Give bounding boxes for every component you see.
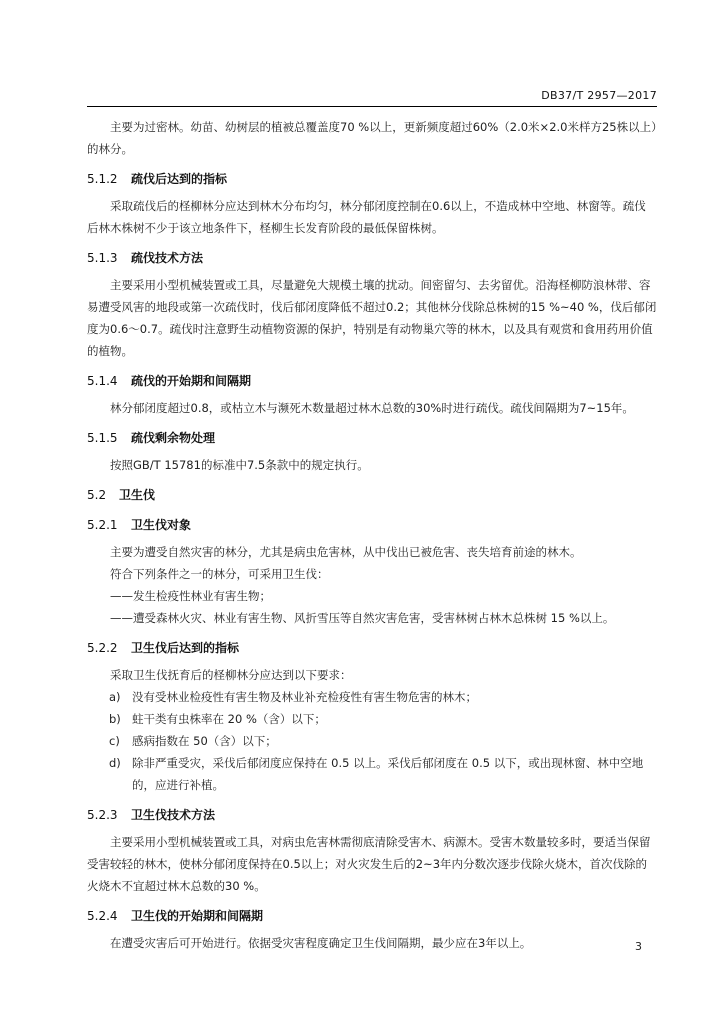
- document-code: DB37/T 2957—2017: [541, 89, 657, 102]
- list-marker: d): [109, 756, 121, 770]
- list-item-text: 蛀干类有虫株率在 20 %（含）以下；: [132, 712, 326, 726]
- paragraph: 采取卫生伐抚育后的柽柳林分应达到以下要求：: [110, 668, 352, 682]
- section-number: 5.1.4: [87, 374, 118, 388]
- dash-list-item: ——遭受森林火灾、林业有害生物、风折雪压等自然灾害危害，受害林树占林木总株树 15 %以上。: [110, 611, 615, 625]
- subsection-heading: [87, 637, 657, 659]
- subsection-heading: [87, 427, 657, 449]
- section-number: 5.2: [87, 488, 107, 502]
- list-item-text: 感病指数在 50（含）以下；: [132, 734, 277, 748]
- paragraph: 采取疏伐后的柽柳林分应达到林木分布均匀，林分郁闭度控制在0.6以上，不造成林中空地、林窗等。疏伐后林木株树不少于该立地条件下，柽柳生长发育阶段的最低保留株树。: [87, 199, 646, 235]
- section-number: 5.2.3: [87, 808, 118, 822]
- section-title: 卫生伐后达到的指标: [131, 641, 240, 655]
- subsection-heading: [87, 247, 657, 269]
- section-number: 5.2.4: [87, 909, 118, 923]
- paragraph: 主要采用小型机械装置或工具，对病虫危害林需彻底清除受害木、病源木。受害木数量较多时，要适当保留受害较轻的林木，使林分郁闭度保持在0.5以上；对火灾发生后的2~3年内分数次逐步伐除火烧木，首次伐除的火烧木不宜超过林木总数的30 %。: [87, 835, 651, 893]
- paragraph: 主要为过密林。幼苗、幼树层的植被总覆盖度70 %以上，更新频度超过60%（2.0米×2.0米样方25株以上）的林分。: [87, 120, 657, 156]
- paragraph: 符合下列条件之一的林分，可采用卫生伐：: [110, 567, 329, 581]
- paragraph: 主要采用小型机械装置或工具，尽量避免大规模土壤的扰动。间密留匀、去劣留优。沿海柽柳防浪林带、容易遭受风害的地段或第一次疏伐时，伐后郁闭度降低不超过0.2；其他林分伐除总株树的15 %~40 %，伐后郁闭度为0.6～0.7。疏伐时注意野生动植物资源的保护，特别是有动物巢穴等的林木，以及具有观赏和食用药用价值的植物。: [87, 278, 657, 358]
- subsection-heading: [87, 514, 657, 536]
- header-rule: [87, 106, 657, 107]
- list-item: [87, 730, 657, 752]
- section-title: 疏伐后达到的指标: [131, 172, 228, 186]
- section-number: 5.2.1: [87, 518, 118, 532]
- list-marker: a): [109, 690, 121, 704]
- list-item: [87, 708, 657, 730]
- section-number: 5.1.2: [87, 172, 118, 186]
- subsection-heading: [87, 370, 657, 392]
- list-item: [87, 686, 657, 708]
- section-title: 卫生伐技术方法: [131, 808, 216, 822]
- section-heading: [87, 484, 657, 506]
- paragraph: 主要为遭受自然灾害的林分，尤其是病虫危害林，从中伐出已被危害、丧失培育前途的林木。: [110, 545, 582, 559]
- section-title: 疏伐的开始期和间隔期: [131, 374, 252, 388]
- section-title: 卫生伐: [119, 488, 156, 502]
- document-body: [87, 116, 657, 954]
- list-item-text: 没有受林业检疫性有害生物及林业补充检疫性有害生物危害的林木；: [132, 690, 477, 704]
- section-number: 5.2.2: [87, 641, 118, 655]
- section-title: 疏伐技术方法: [131, 251, 204, 265]
- list-item-text: 除非严重受灾，采伐后郁闭度应保持在 0.5 以上。采伐后郁闭度在 0.5 以下，或出现林窗、林中空地的，应进行补植。: [132, 756, 644, 792]
- dash-list-item: ——发生检疫性林业有害生物；: [110, 589, 271, 603]
- section-title: 卫生伐的开始期和间隔期: [131, 909, 264, 923]
- section-title: 疏伐剩余物处理: [131, 431, 216, 445]
- list-marker: b): [109, 712, 121, 726]
- paragraph: 按照GB/T 15781的标准中7.5条款中的规定执行。: [110, 458, 369, 472]
- list-item: [87, 752, 657, 796]
- subsection-heading: [87, 168, 657, 190]
- subsection-heading: [87, 905, 657, 927]
- section-number: 5.1.3: [87, 251, 118, 265]
- paragraph: 林分郁闭度超过0.8，或枯立木与濒死木数量超过林木总数的30%时进行疏伐。疏伐间隔期为7~15年。: [110, 401, 634, 415]
- section-title: 卫生伐对象: [131, 518, 192, 532]
- list-marker: c): [109, 734, 120, 748]
- paragraph: 在遭受灾害后可开始进行。依据受灾害程度确定卫生伐间隔期，最少应在3年以上。: [110, 936, 532, 950]
- page-number: 3: [635, 940, 642, 953]
- subsection-heading: [87, 804, 657, 826]
- section-number: 5.1.5: [87, 431, 118, 445]
